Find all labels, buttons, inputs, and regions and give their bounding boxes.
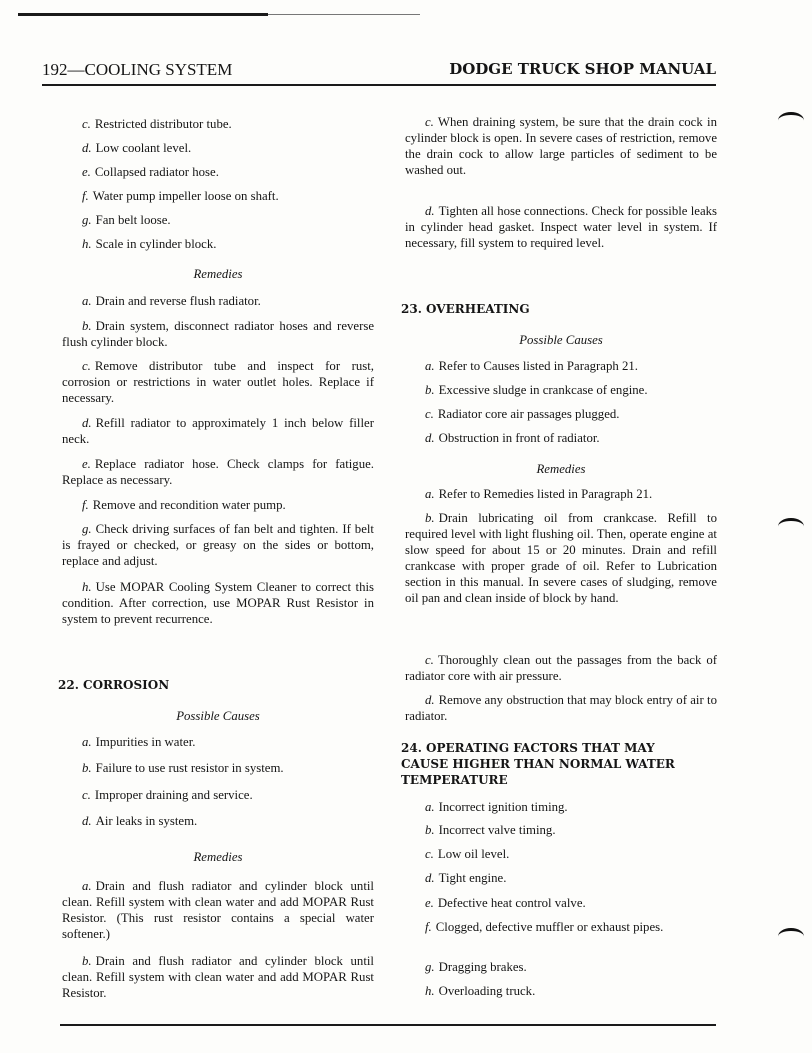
item-text: Use MOPAR Cooling System Cleaner to correct this condition. After correction, use MOPAR Rust Resistor in system to prevent recurrence. xyxy=(62,580,374,626)
item-text: Radiator core air passages plugged. xyxy=(437,407,620,421)
item-letter: b. xyxy=(425,511,435,525)
item-letter: e. xyxy=(425,896,434,910)
item-letter: c. xyxy=(82,788,91,802)
item-letter: g. xyxy=(425,960,435,974)
paragraph-item xyxy=(62,318,374,350)
item-letter: d. xyxy=(425,871,435,885)
item-text: Tighten all hose connections. Check for possible leaks in cylinder head gasket. Inspect water level in system. If necessary, fill system to required level. xyxy=(405,204,717,250)
item-letter: a. xyxy=(425,359,435,373)
paragraph-item xyxy=(62,497,374,513)
paragraph-item xyxy=(405,430,717,446)
item-text: Restricted distributor tube. xyxy=(94,117,232,131)
paragraph-item xyxy=(62,787,374,803)
item-text: Incorrect ignition timing. xyxy=(438,800,568,814)
item-text: Remove and recondition water pump. xyxy=(92,498,286,512)
paragraph-item xyxy=(405,822,717,838)
item-text: Drain lubricating oil from crankcase. Refill to required level with light flushing oil. Then, operate engine at slow speed for about 15 or 20 minutes. Drain and refill crankcase with proper grade of oil. Refer to Lubrication section in this manual. In severe cases of sludging, remove oil pan and clean inside of block by hand. xyxy=(405,511,717,605)
section-heading: 22. CORROSION xyxy=(58,678,170,692)
paragraph-item xyxy=(405,919,717,935)
item-letter: a. xyxy=(82,294,92,308)
item-letter: b. xyxy=(82,761,92,775)
paragraph-item xyxy=(62,140,374,156)
item-text: Collapsed radiator hose. xyxy=(94,165,219,179)
paragraph-item xyxy=(405,895,717,911)
item-letter: b. xyxy=(425,383,435,397)
item-letter: c. xyxy=(82,117,91,131)
item-text: Drain and flush radiator and cylinder block until clean. Refill system with clean water and add MOPAR Rust Resistor. (This rust resistor contains a special water softener.) xyxy=(62,879,374,941)
paragraph-item xyxy=(405,114,717,178)
paragraph-item xyxy=(62,188,374,204)
paragraph-item xyxy=(62,813,374,829)
item-text: Low oil level. xyxy=(437,847,510,861)
item-letter: d. xyxy=(82,141,92,155)
section-heading: 23. OVERHEATING xyxy=(401,302,530,316)
item-letter: b. xyxy=(82,954,92,968)
item-text: Excessive sludge in crankcase of engine. xyxy=(438,383,648,397)
paragraph-item xyxy=(405,799,717,815)
item-letter: h. xyxy=(82,237,92,251)
paragraph-item xyxy=(62,760,374,776)
scan-edge-mark xyxy=(778,112,804,129)
item-text: Low coolant level. xyxy=(95,141,192,155)
paragraph-item xyxy=(405,983,717,999)
item-text: Impurities in water. xyxy=(95,735,196,749)
paragraph-item xyxy=(62,212,374,228)
item-text: Fan belt loose. xyxy=(95,213,171,227)
item-letter: a. xyxy=(425,487,435,501)
header-left: 192—COOLING SYSTEM xyxy=(42,60,233,79)
paragraph-item xyxy=(62,953,374,1001)
paragraph-item xyxy=(405,406,717,422)
item-text: Thoroughly clean out the passages from the back of radiator core with air pressure. xyxy=(405,653,717,683)
item-text: Obstruction in front of radiator. xyxy=(438,431,600,445)
item-letter: h. xyxy=(82,580,92,594)
paragraph-item xyxy=(62,734,374,750)
item-text: Drain and flush radiator and cylinder block until clean. Refill system with clean water and add MOPAR Rust Resistor. xyxy=(62,954,374,1000)
item-letter: c. xyxy=(82,359,91,373)
item-letter: f. xyxy=(82,189,89,203)
item-letter: a. xyxy=(82,879,92,893)
item-text: Dragging brakes. xyxy=(438,960,527,974)
item-text: Remove distributor tube and inspect for rust, corrosion or restrictions in water outlet holes. Replace if necessary. xyxy=(62,359,374,405)
scan-edge-mark xyxy=(778,518,804,535)
paragraph-item xyxy=(405,652,717,684)
paragraph-item xyxy=(62,579,374,627)
subheading: Possible Causes xyxy=(519,333,603,347)
item-letter: b. xyxy=(425,823,435,837)
paragraph-item xyxy=(62,415,374,447)
item-letter: d. xyxy=(425,693,435,707)
paragraph-item xyxy=(62,293,374,309)
item-text: Drain system, disconnect radiator hoses and reverse flush cylinder block. xyxy=(62,319,374,349)
item-letter: c. xyxy=(425,407,434,421)
paragraph-item xyxy=(405,692,717,724)
item-letter: b. xyxy=(82,319,92,333)
item-text: When draining system, be sure that the drain cock in cylinder block is open. In severe cases of restriction, remove the drain cock to allow large particles of sediment to be washed out. xyxy=(405,115,717,177)
item-text: Remove any obstruction that may block entry of air to radiator. xyxy=(405,693,717,723)
item-letter: g. xyxy=(82,522,92,536)
paragraph-item xyxy=(62,358,374,406)
item-letter: c. xyxy=(425,653,434,667)
item-text: Incorrect valve timing. xyxy=(438,823,556,837)
item-text: Scale in cylinder block. xyxy=(95,237,217,251)
subheading: Possible Causes xyxy=(176,709,260,723)
subheading: Remedies xyxy=(193,267,243,281)
paragraph-item xyxy=(405,510,717,606)
item-letter: g. xyxy=(82,213,92,227)
item-letter: a. xyxy=(82,735,92,749)
item-text: Refer to Causes listed in Paragraph 21. xyxy=(438,359,638,373)
paragraph-item xyxy=(62,456,374,488)
item-text: Clogged, defective muffler or exhaust pipes. xyxy=(435,920,664,934)
item-letter: e. xyxy=(82,165,91,179)
item-letter: d. xyxy=(82,416,92,430)
paragraph-item xyxy=(62,521,374,569)
top-scan-rule-thin xyxy=(268,14,420,15)
item-letter: a. xyxy=(425,800,435,814)
paragraph-item xyxy=(62,236,374,252)
header-right: DODGE TRUCK SHOP MANUAL xyxy=(449,60,716,78)
item-text: Refer to Remedies listed in Paragraph 21. xyxy=(438,487,653,501)
item-letter: h. xyxy=(425,984,435,998)
paragraph-item xyxy=(405,959,717,975)
footer-rule xyxy=(60,1024,716,1026)
scan-edge-mark xyxy=(778,928,804,945)
subheading: Remedies xyxy=(193,850,243,864)
item-text: Replace radiator hose. Check clamps for fatigue. Replace as necessary. xyxy=(62,457,374,487)
paragraph-item xyxy=(62,878,374,942)
item-text: Refill radiator to approximately 1 inch below filler neck. xyxy=(62,416,374,446)
paragraph-item xyxy=(62,116,374,132)
item-letter: f. xyxy=(425,920,432,934)
item-letter: d. xyxy=(425,431,435,445)
item-text: Overloading truck. xyxy=(438,984,536,998)
section-heading: 24. OPERATING FACTORS THAT MAY CAUSE HIGHER THAN NORMAL WATER TEMPERATURE xyxy=(401,741,675,787)
top-scan-rule xyxy=(18,13,268,16)
paragraph-item xyxy=(405,486,717,502)
item-letter: c. xyxy=(425,847,434,861)
subheading: Remedies xyxy=(536,462,586,476)
paragraph-item xyxy=(405,382,717,398)
item-text: Air leaks in system. xyxy=(95,814,198,828)
item-text: Water pump impeller loose on shaft. xyxy=(92,189,279,203)
item-letter: f. xyxy=(82,498,89,512)
item-letter: d. xyxy=(82,814,92,828)
item-text: Tight engine. xyxy=(438,871,507,885)
item-text: Failure to use rust resistor in system. xyxy=(95,761,284,775)
item-letter: e. xyxy=(82,457,91,471)
item-text: Improper draining and service. xyxy=(94,788,253,802)
item-text: Drain and reverse flush radiator. xyxy=(95,294,261,308)
item-text: Defective heat control valve. xyxy=(437,896,586,910)
paragraph-item xyxy=(405,358,717,374)
paragraph-item xyxy=(62,164,374,180)
paragraph-item xyxy=(405,870,717,886)
item-text: Check driving surfaces of fan belt and tighten. If belt is frayed or checked, or greasy on the sides or bottom, replace and adjust. xyxy=(62,522,374,568)
item-letter: c. xyxy=(425,115,434,129)
item-letter: d. xyxy=(425,204,435,218)
header-rule xyxy=(42,84,716,86)
paragraph-item xyxy=(405,203,717,251)
paragraph-item xyxy=(405,846,717,862)
